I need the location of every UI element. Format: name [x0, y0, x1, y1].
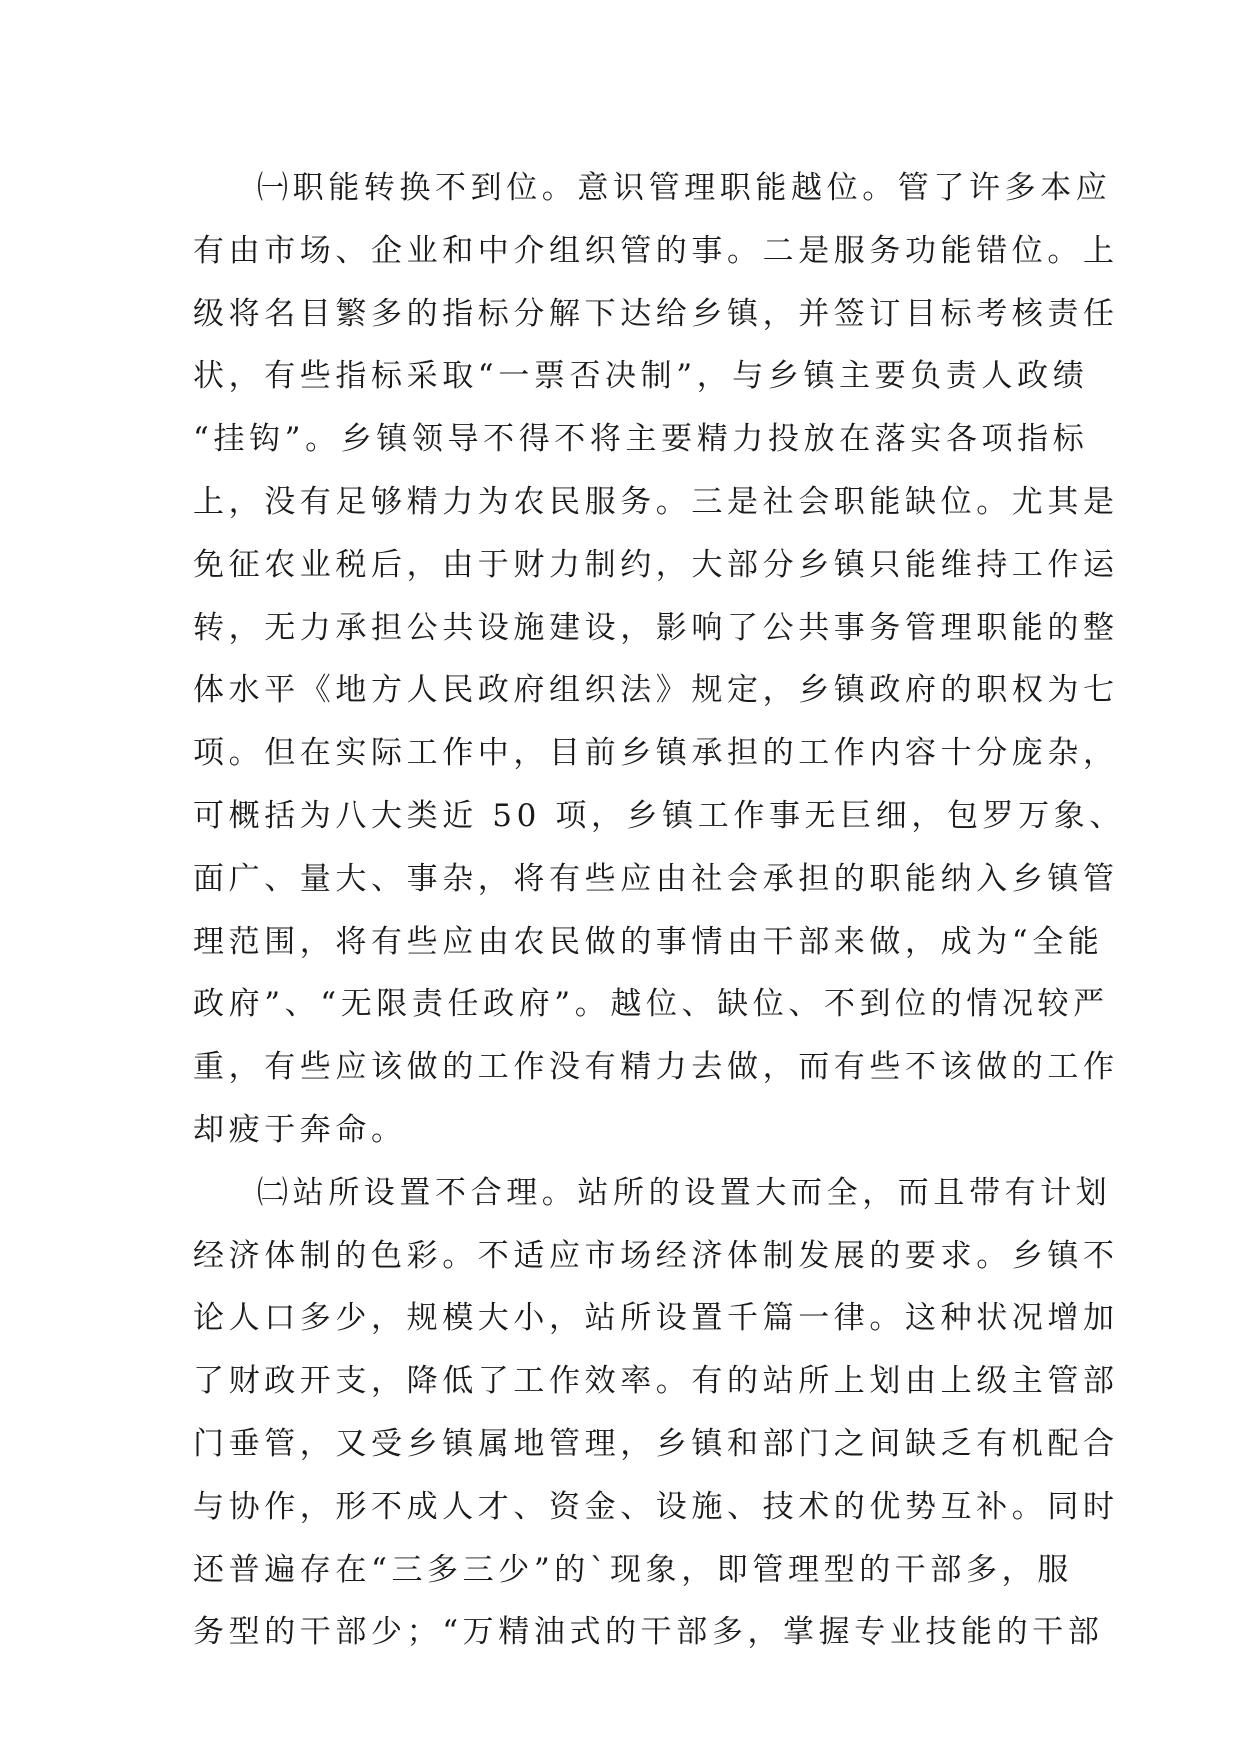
text-line: 却疲于奔命。	[193, 1111, 407, 1148]
text-line: 有由市场、企业和中介组织管的事。二是服务功能错位。上	[193, 232, 1119, 269]
text-line: 还普遍存在“三多三少”的`现象，即管理型的干部多，服	[193, 1551, 1073, 1588]
text-line: 政府”、“无限责任政府”。越位、缺位、不到位的情况较严	[193, 986, 1109, 1023]
text-line: 务型的干部少；“万精油式的干部多，掌握专业技能的干部	[193, 1614, 1104, 1651]
text-line: 项。但在实际工作中，目前乡镇承担的工作内容十分庞杂，	[193, 735, 1119, 772]
text-line: 与协作，形不成人才、资金、设施、技术的优势互补。同时	[193, 1488, 1119, 1525]
text-line: 论人口多少，规模大小，站所设置千篇一律。这种状况增加	[193, 1300, 1119, 1337]
text-line: 体水平《地方人民政府组织法》规定，乡镇政府的职权为七	[193, 672, 1119, 709]
text-line: “挂钩”。乡镇领导不得不将主要精力投放在落实各项指标	[193, 421, 1089, 458]
text-line: 面广、量大、事杂，将有些应由社会承担的职能纳入乡镇管	[193, 860, 1119, 897]
text-line: 级将名目繁多的指标分解下达给乡镇，并签订目标考核责任	[193, 295, 1119, 332]
text-line: 免征农业税后，由于财力制约，大部分乡镇只能维持工作运	[193, 546, 1119, 583]
text-line: 门垂管，又受乡镇属地管理，乡镇和部门之间缺乏有机配合	[193, 1425, 1119, 1462]
paragraph-1	[193, 157, 1125, 1162]
paragraph-2	[193, 1162, 1119, 1664]
text-line: 状，有些指标采取“一票否决制”，与乡镇主要负责人政绩	[193, 358, 1089, 395]
text-line: 可概括为八大类近 50 项，乡镇工作事无巨细，包罗万象、	[193, 797, 1125, 834]
text-line: 理范围，将有些应由农民做的事情由干部来做，成为“全能	[193, 923, 1104, 960]
text-line: 经济体制的色彩。不适应市场经济体制发展的要求。乡镇不	[193, 1237, 1119, 1274]
text-line: ㈡站所设置不合理。站所的设置大而全，而且带有计划	[257, 1174, 1112, 1211]
text-line: ㈠职能转换不到位。意识管理职能越位。管了许多本应	[257, 170, 1112, 206]
text-line: 上，没有足够精力为农民服务。三是社会职能缺位。尤其是	[193, 483, 1119, 520]
text-line: 转，无力承担公共设施建设，影响了公共事务管理职能的整	[193, 609, 1119, 646]
body-text	[193, 157, 1125, 1664]
text-line: 重，有些应该做的工作没有精力去做，而有些不该做的工作	[193, 1049, 1119, 1086]
text-line: 了财政开支，降低了工作效率。有的站所上划由上级主管部	[193, 1363, 1119, 1400]
